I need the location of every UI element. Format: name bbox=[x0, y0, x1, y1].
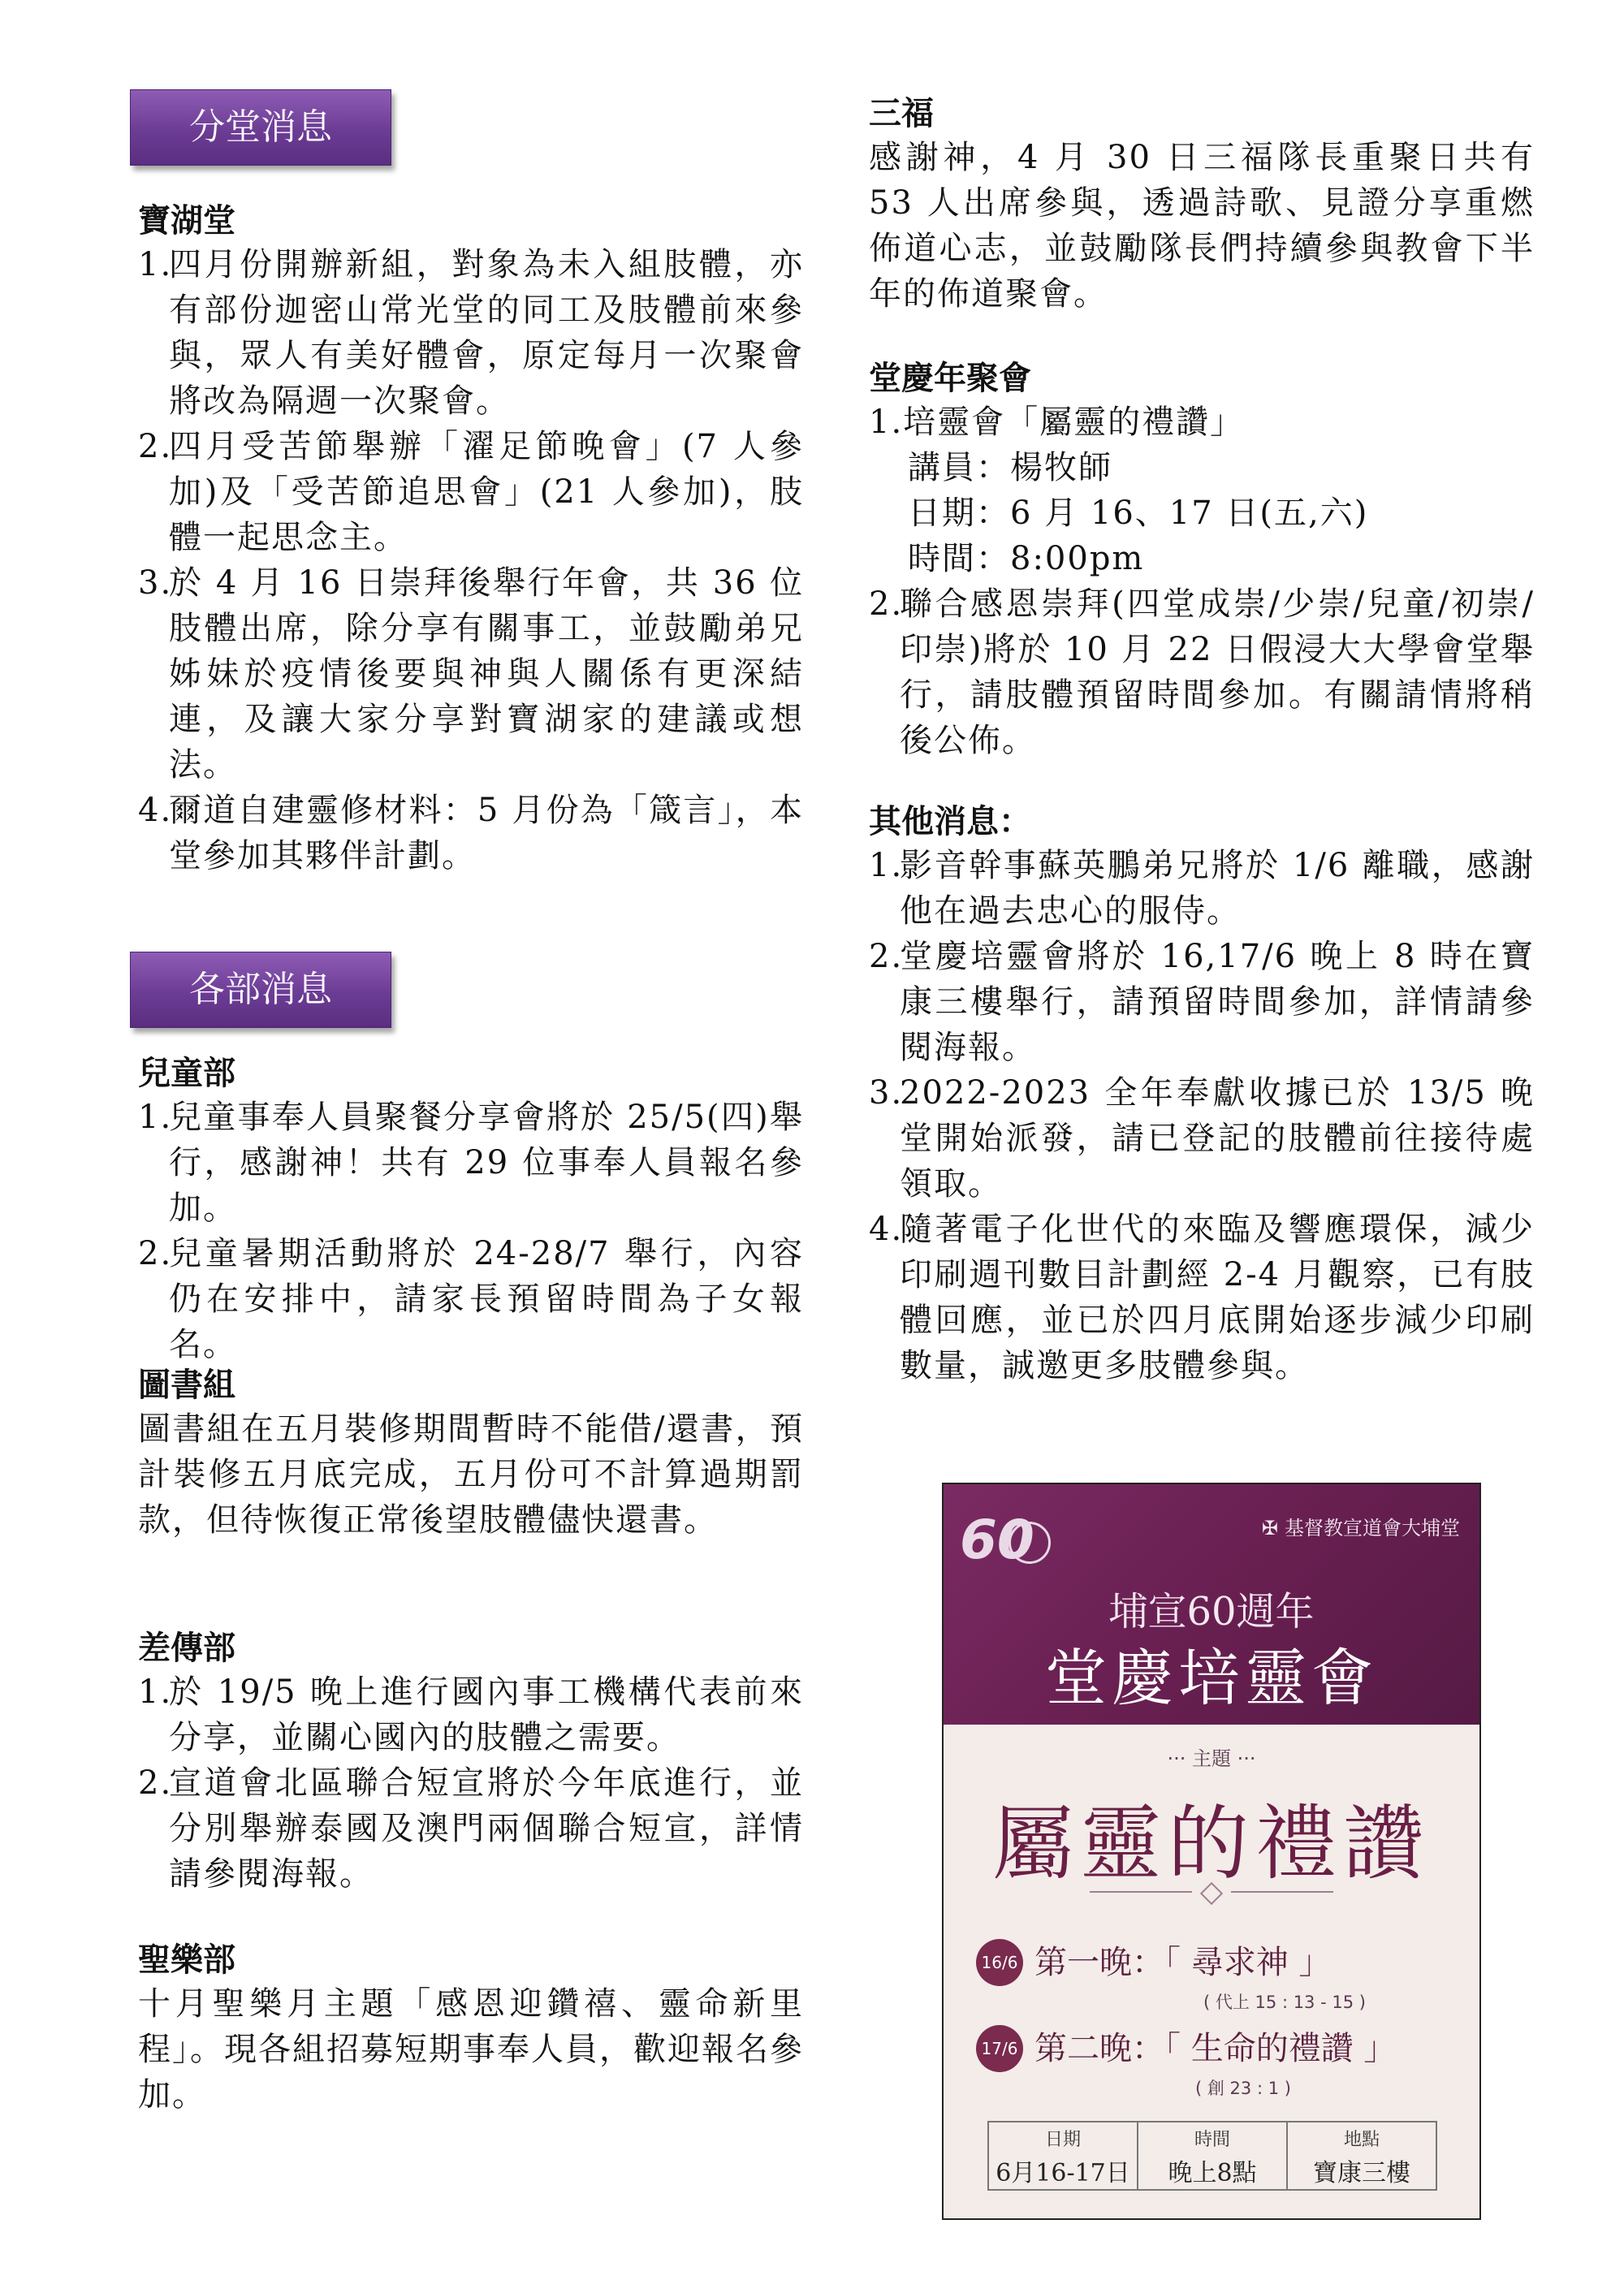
list-item: 2. 兒童暑期活動將於 24-28/7 舉行，內容仍在安排中，請家長預留時間為子女報名。 bbox=[138, 1235, 804, 1363]
mission-list bbox=[138, 1669, 804, 1897]
date-badge: 17/6 bbox=[976, 2025, 1023, 2072]
list-item: 3. 2022-2023 全年奉獻收據已於 13/5 晚堂開始派發，請已登記的肢體前往接待處領取。 bbox=[869, 1074, 1535, 1203]
speaker: 講員：楊牧師 bbox=[908, 449, 1112, 486]
list-item: 1. 於 19/5 晚上進行國內事工機構代表前來分享，並關心國內的肢體之需要。 bbox=[138, 1673, 804, 1756]
event-info-table bbox=[987, 2121, 1437, 2191]
ornament-divider-icon bbox=[1090, 1884, 1333, 1900]
church-name: ✠ 基督教宣道會大埔堂 bbox=[1261, 1517, 1460, 1539]
night-label: 第二晚：「 生命的禮讚 」 bbox=[1034, 2030, 1397, 2067]
children-section bbox=[138, 1052, 804, 1367]
list-item: 2. 聯合感恩崇拜(四堂成崇/少崇/兒童/初崇/印崇)將於 10 月 22 日假浸大大學會堂舉行，請肢體預留時間參加。有關請情將稍後公佈。 bbox=[869, 585, 1535, 759]
other-news-title: 其他消息： bbox=[869, 802, 1031, 840]
time: 時間：8:00pm bbox=[908, 540, 1145, 577]
list-item: 4. 爾道自建靈修材料：5 月份為「箴言」，本堂參加其夥伴計劃。 bbox=[138, 792, 804, 874]
theme-title: 屬靈的禮讚 bbox=[992, 1796, 1431, 1891]
anniversary-section bbox=[869, 357, 1535, 763]
children-list bbox=[138, 1095, 804, 1367]
music-title: 聖樂部 bbox=[138, 1941, 235, 1979]
list-item: 2. 宣道會北區聯合短宣將於今年底進行，並分別舉辦泰國及澳門兩個聯合短宣，詳情請參閱海報。 bbox=[138, 1764, 804, 1893]
list-item: 1. 四月份開辦新組，對象為未入組肢體，亦有部份迦密山常光堂的同工及肢體前來參與，眾人有美好體會，原定每月一次聚會將改為隔週一次聚會。 bbox=[138, 246, 804, 420]
music-text: 十月聖樂月主題「感恩迎鑽禧、靈命新里程」。現各組招募短期事奉人員，歡迎報名參加。 bbox=[138, 1985, 804, 2114]
library-text: 圖書組在五月裝修期間暫時不能借/還書，預計裝修五月底完成，五月份可不計算過期罰款，但待恢復正常後望肢體儘快還書。 bbox=[138, 1410, 804, 1539]
library-title: 圖書組 bbox=[138, 1366, 235, 1404]
library-section bbox=[138, 1364, 804, 1543]
list-item: 2. 堂慶培靈會將於 16,17/6 晚上 8 時在寶康三樓舉行，請預留時間參加，詳情請參閱海報。 bbox=[869, 938, 1535, 1066]
info-time: 時間 晚上8點 bbox=[1138, 2122, 1288, 2189]
mission-title: 差傳部 bbox=[138, 1629, 235, 1667]
anniversary-logo-icon: 60 bbox=[960, 1509, 1057, 1582]
poster-title: 堂慶培靈會 bbox=[1045, 1642, 1378, 1714]
samfuk-title: 三福 bbox=[869, 94, 934, 132]
children-title: 兒童部 bbox=[138, 1054, 235, 1092]
info-place: 地點 寶康三樓 bbox=[1313, 2130, 1410, 2187]
list-item: 1. 影音幹事蘇英鵬弟兄將於 1/6 離職，感謝他在過去忠心的服侍。 bbox=[869, 847, 1535, 930]
list-item: 3. 於 4 月 16 日崇拜後舉行年會，共 36 位肢體出席，除分享有關事工，並鼓勵弟兄姊妹於疫情後要與神與人關係有更深結連，及讓大家分享對寶湖家的建議或想法。 bbox=[138, 564, 804, 784]
scripture-ref: ( 代上 15 : 13 - 15 ) bbox=[1203, 1993, 1366, 2012]
music-section bbox=[138, 1939, 804, 2118]
poster-banner bbox=[944, 1484, 1479, 1725]
night-one bbox=[976, 1939, 1463, 2012]
list-item: 1. 兒童事奉人員聚餐分享會將於 25/5(四)舉行，感謝神！共有 29 位事奉人員報名參加。 bbox=[138, 1099, 804, 1227]
church-logo-icon: ✠ bbox=[1261, 1517, 1278, 1539]
other-news-list bbox=[869, 843, 1535, 1388]
anniversary-title: 堂慶年聚會 bbox=[869, 359, 1031, 397]
info-date: 日期 6月16-17日 bbox=[989, 2122, 1138, 2189]
date: 日期：6 月 16、17 日(五,六) bbox=[908, 494, 1369, 532]
department-news-tab: 各部消息 bbox=[130, 952, 391, 1028]
list-item: 4. 隨著電子化世代的來臨及響應環保，減少印刷週刊數目計劃經 2-4 月觀察，已有肢體回應，並已於四月底開始逐步減少印刷數量，誠邀更多肢體參與。 bbox=[869, 1211, 1535, 1384]
retreat-poster bbox=[942, 1483, 1481, 2220]
other-news-section bbox=[869, 801, 1535, 1388]
pokwu-list bbox=[138, 242, 804, 879]
scripture-ref: ( 創 23 : 1 ) bbox=[1195, 2079, 1291, 2098]
pokwu-title: 寶湖堂 bbox=[138, 201, 235, 240]
night-two bbox=[976, 2025, 1463, 2098]
pokwu-section bbox=[138, 200, 804, 879]
date-badge: 16/6 bbox=[976, 1939, 1023, 1986]
samfuk-text: 感謝神，4 月 30 日三福隊長重聚日共有 53 人出席參與，透過詩歌、見證分享重燃佈道心志，並鼓勵隊長們持續參與教會下半年的佈道聚會。 bbox=[869, 139, 1535, 313]
theme-label: ··· 主題 ··· bbox=[1167, 1747, 1256, 1770]
branch-news-tab: 分堂消息 bbox=[130, 89, 391, 166]
poster-anniversary: 埔宣60週年 bbox=[1108, 1589, 1315, 1634]
anniversary-item1: 1.培靈會「屬靈的禮讚」 bbox=[869, 404, 1245, 441]
night-label: 第一晚：「 尋求神 」 bbox=[1034, 1944, 1332, 1981]
samfuk-section bbox=[869, 93, 1535, 317]
anniversary-list bbox=[869, 581, 1535, 763]
list-item: 2. 四月受苦節舉辦「濯足節晚會」(7 人參加)及「受苦節追思會」(21 人參加)，肢體一起思念主。 bbox=[138, 428, 804, 556]
mission-section bbox=[138, 1627, 804, 1897]
